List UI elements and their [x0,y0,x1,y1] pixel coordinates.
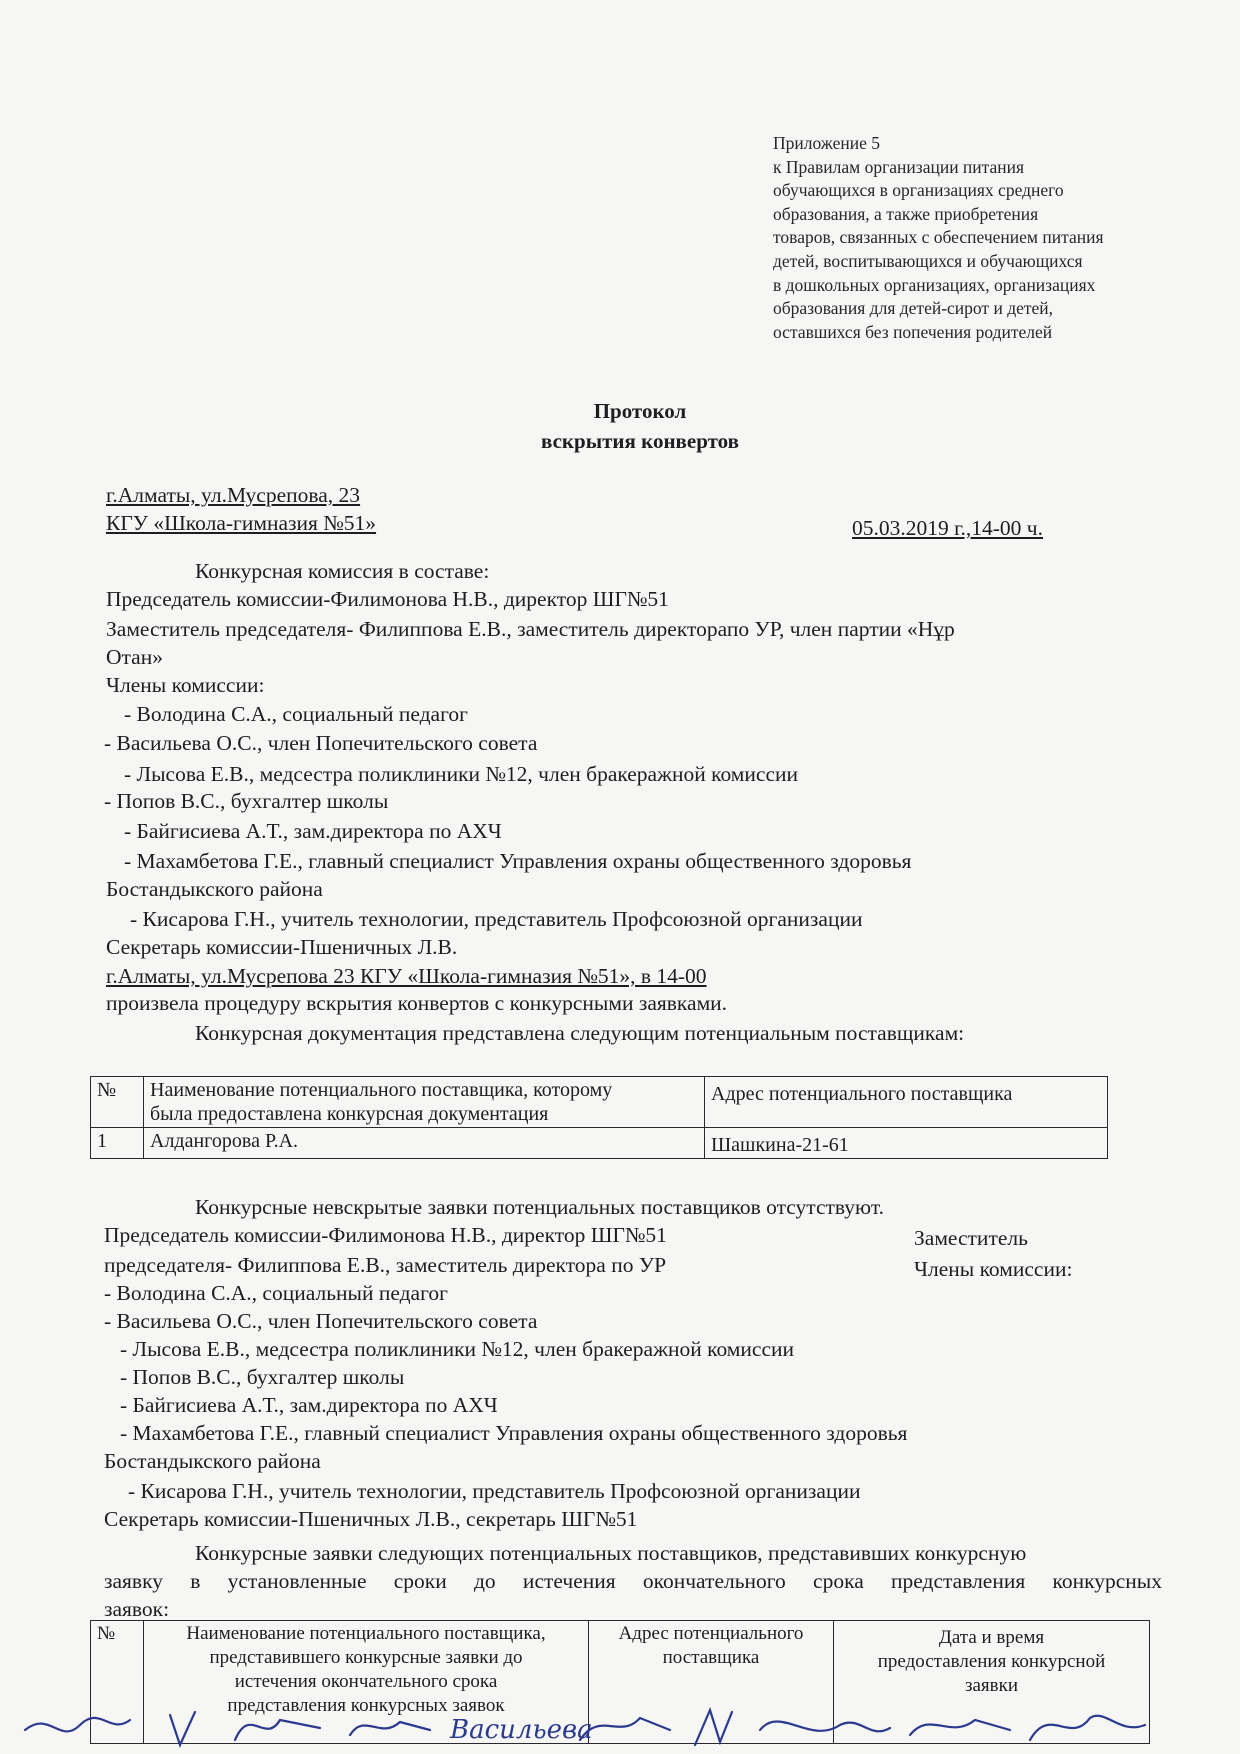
annex-line: образования для детей-сирот и детей, [773,298,1054,319]
cell-num: 1 [91,1128,144,1159]
secretary-signature-line: Секретарь комиссии-Пшеничных Л.В., секретарь ШГ№51 [104,1507,638,1531]
deputy-signature-line: председателя- Филиппова Е.В., заместитель директора по УР [104,1253,667,1277]
commission-deputy: Заместитель председателя- Филиппова Е.В., заместитель директорапо УР, член партии «Нұр [106,617,955,641]
paragraph-line: Конкурсные заявки следующих потенциальных поставщиков, представивших конкурсную [195,1541,1027,1565]
member-item: - Кисарова Г.Н., учитель технологии, представитель Профсоюзной организации [128,1479,861,1503]
th-num: № [91,1077,144,1128]
commission-deputy-cont: Отан» [106,645,163,669]
member-item: - Васильева О.С., член Попечительского совета [104,1309,538,1333]
th-date-line: предоставления конкурсной [877,1651,1106,1672]
signature-stroke [760,1721,890,1731]
th-name-line: представления конкурсных заявок [227,1695,505,1716]
member-item: - Махамбетова Г.Е., главный специалист Управления охраны общественного здоровья [120,1421,908,1445]
th-address: Адрес потенциального поставщика [705,1077,1108,1128]
member-item: - Кисарова Г.Н., учитель технологии, представитель Профсоюзной организации [130,907,863,931]
th-name [144,1077,705,1128]
annex-block [773,132,1104,344]
th-date-line: Дата и время [938,1627,1045,1648]
signature-stroke [910,1720,1010,1735]
commission-intro: Конкурсная комиссия в составе: [195,559,490,583]
header-address: г.Алматы, ул.Мусрепова, 23 [106,483,361,507]
th-name-line: истечения окончательного срока [234,1671,498,1692]
commission-secretary: Секретарь комиссии-Пшеничных Л.В. [106,935,458,959]
th-date-line: заявки [964,1675,1019,1696]
members-label-right: Члены комиссии: [914,1257,1073,1281]
th-num: № [91,1621,144,1744]
commission-chair: Председатель комиссии-Филимонова Н.В., директор ШГ№51 [106,587,669,611]
meeting-place: г.Алматы, ул.Мусрепова 23 КГУ «Школа-гимназия №51», в 14-00 [106,964,707,988]
paragraph-line: заявок: [104,1597,170,1621]
table-row [91,1128,1108,1159]
deputy-label-right: Заместитель [914,1226,1028,1250]
annex-line: товаров, связанных с обеспечением питания [773,227,1104,248]
th-name-line: представившего конкурсные заявки до [209,1647,523,1668]
th-address-line: Адрес потенциального [618,1623,804,1644]
annex-line: обучающихся в организациях среднего [773,180,1064,201]
header-org: КГУ «Школа-гимназия №51» [106,511,377,535]
procedure-text: произвела процедуру вскрытия конвертов с конкурсными заявками. [106,991,728,1015]
th-address-line: поставщика [662,1647,760,1668]
signature-stroke [350,1722,430,1735]
provided-text: Конкурсная документация представлена следующим потенциальным поставщикам: [195,1021,965,1045]
document-title: Протокол [593,399,687,423]
chair-signature-line: Председатель комиссии-Филимонова Н.В., директор ШГ№51 [104,1223,667,1247]
signature-stroke [25,1718,130,1732]
member-item: - Лысова Е.В., медсестра поликлиники №12, член бракеражной комиссии [120,1337,794,1361]
table-header-row [91,1077,1108,1128]
document-subtitle: вскрытия конвертов [541,429,739,453]
table-providers [90,1076,1108,1159]
member-item-cont: Бостандыкского района [104,1449,321,1473]
member-item: - Попов В.С., бухгалтер школы [104,789,389,813]
member-item: - Махамбетова Г.Е., главный специалист Управления охраны общественного здоровья [124,849,912,873]
annex-line: оставшихся без попечения родителей [773,321,1053,342]
member-item: - Володина С.А., социальный педагог [124,702,468,726]
signature-stroke [170,1712,195,1745]
member-item: - Володина С.А., социальный педагог [104,1281,448,1305]
th-name-line: Наименование потенциального поставщика, которому [150,1079,613,1101]
member-item: - Байгисиева А.Т., зам.директора по АХЧ [120,1393,498,1417]
annex-line: детей, воспитывающихся и обучающихся [773,250,1083,271]
signature-stroke [1030,1716,1145,1740]
unopened-text: Конкурсные невскрытые заявки потенциальных поставщиков отсутствуют. [195,1195,884,1219]
cell-name: Алдангорова Р.А. [144,1128,705,1159]
annex-line: Приложение 5 [773,133,881,153]
th-name-line: Наименование потенциального поставщика, [186,1623,546,1644]
member-item: - Васильева О.С., член Попечительского совета [104,731,538,755]
header-datetime: 05.03.2019 г.,14-00 ч. [852,516,1043,540]
handwritten-signatures [20,1700,1170,1754]
annex-line: образования, а также приобретения [773,203,1039,224]
paragraph-line: заявку в установленные сроки до истечения окончательного срока представления конкурсных [104,1569,1162,1593]
annex-line: в дошкольных организациях, организациях [773,274,1096,295]
annex-line: к Правилам организации питания [773,156,1025,177]
member-item: - Лысова Е.В., медсестра поликлиники №12, член бракеражной комиссии [124,762,798,786]
signature-stroke [235,1720,320,1740]
signature-stroke [580,1718,670,1740]
signature-stroke [695,1710,732,1745]
members-label: Члены комиссии: [106,673,265,697]
member-item: - Байгисиева А.Т., зам.директора по АХЧ [124,819,502,843]
cell-address: Шашкина-21-61 [705,1128,1108,1159]
member-item-cont: Бостандыкского района [106,877,323,901]
signature-text: Васильева [450,1715,593,1745]
th-name-line: была предоставлена конкурсная документация [150,1103,549,1125]
member-item: - Попов В.С., бухгалтер школы [120,1365,405,1389]
